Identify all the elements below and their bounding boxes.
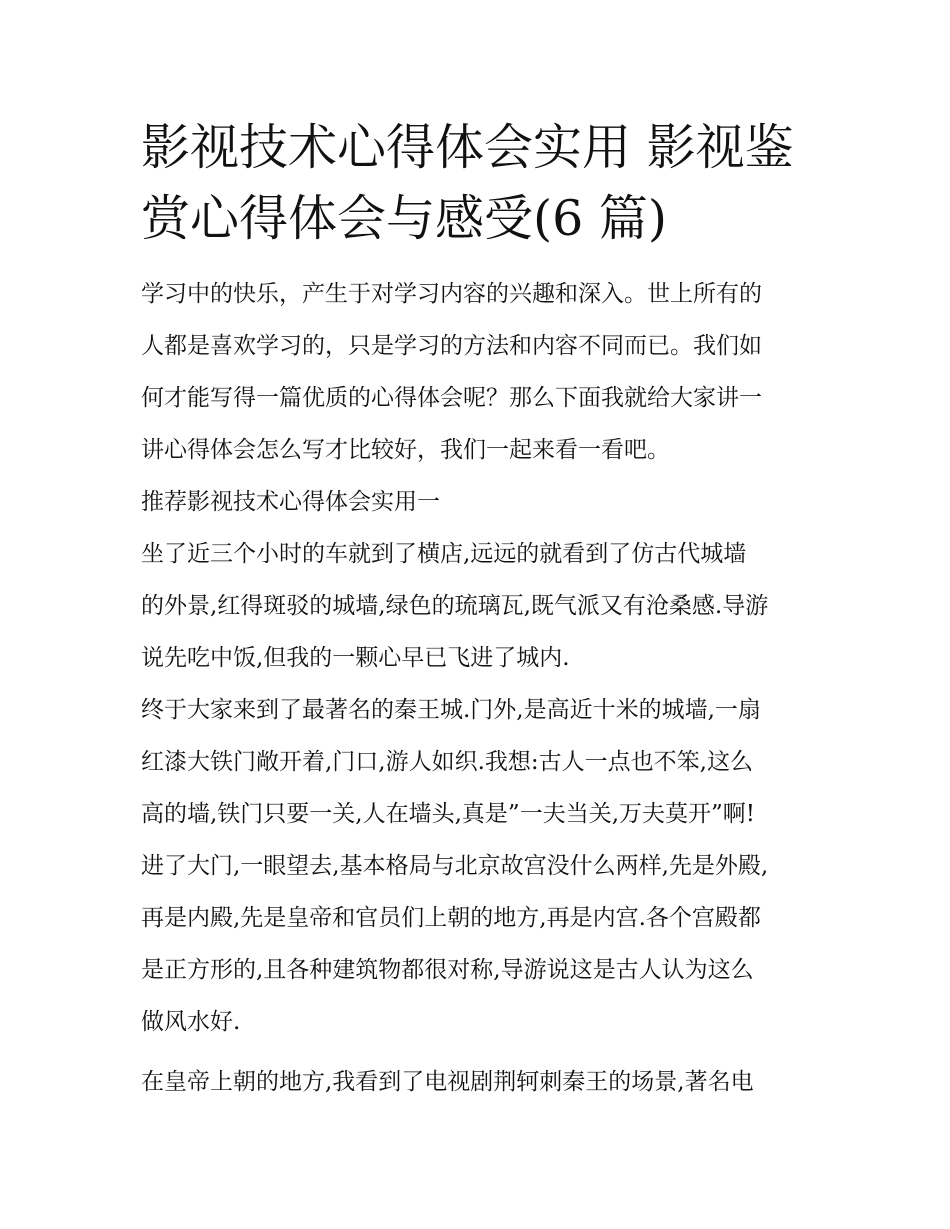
text-line: 讲心得体会怎么写才比较好，我们一起来看一看吧。 — [141, 437, 670, 463]
body-paragraph-3 — [141, 1056, 813, 1108]
text-line: 人都是喜欢学习的，只是学习的方法和内容不同而已。我们如 — [141, 333, 762, 359]
text-line: 做风水好. — [141, 1009, 241, 1035]
title-line: 赏心得体会与感受(6 篇) — [141, 190, 667, 247]
body-paragraph-1 — [141, 528, 813, 684]
text-line: 在皇帝上朝的地方,我看到了电视剧荆轲刺秦王的场景,著名电 — [141, 1069, 754, 1095]
intro-paragraph — [141, 268, 813, 476]
text-line: 红漆大铁门敞开着,门口,游人如织.我想:古人一点也不笨,这么 — [141, 749, 753, 775]
text-line: 终于大家来到了最著名的秦王城.门外,是高近十米的城墙,一扇 — [141, 697, 761, 723]
text-line: 高的墙,铁门只要一关,人在墙头,真是”一夫当关,万夫莫开”啊! — [141, 801, 756, 827]
title-line: 影视技术心得体会实用 影视鉴 — [141, 119, 794, 176]
text-line: 是正方形的,且各种建筑物都很对称,导游说这是古人认为这么 — [141, 957, 754, 983]
text-line: 的外景,红得斑驳的城墙,绿色的琉璃瓦,既气派又有沧桑感.导游 — [141, 593, 769, 619]
text-line: 说先吃中饭,但我的一颗心早已飞进了城内. — [141, 645, 570, 671]
paragraph-gap — [141, 1048, 813, 1056]
text-line: 再是内殿,先是皇帝和官员们上朝的地方,再是内宫.各个宫殿都 — [141, 905, 761, 931]
heading-line: 推荐影视技术心得体会实用一 — [141, 489, 440, 515]
text-line: 何才能写得一篇优质的心得体会呢？那么下面我就给大家讲一 — [141, 385, 762, 411]
text-line: 坐了近三个小时的车就到了横店,远远的就看到了仿古代城墙 — [141, 541, 747, 567]
document-page — [141, 112, 813, 1108]
text-line: 学习中的快乐，产生于对学习内容的兴趣和深入。世上所有的 — [141, 281, 762, 307]
document-title — [141, 112, 813, 254]
body-paragraph-2 — [141, 684, 813, 1048]
text-line: 进了大门,一眼望去,基本格局与北京故宫没什么两样,先是外殿, — [141, 853, 769, 879]
section-heading — [141, 476, 813, 528]
